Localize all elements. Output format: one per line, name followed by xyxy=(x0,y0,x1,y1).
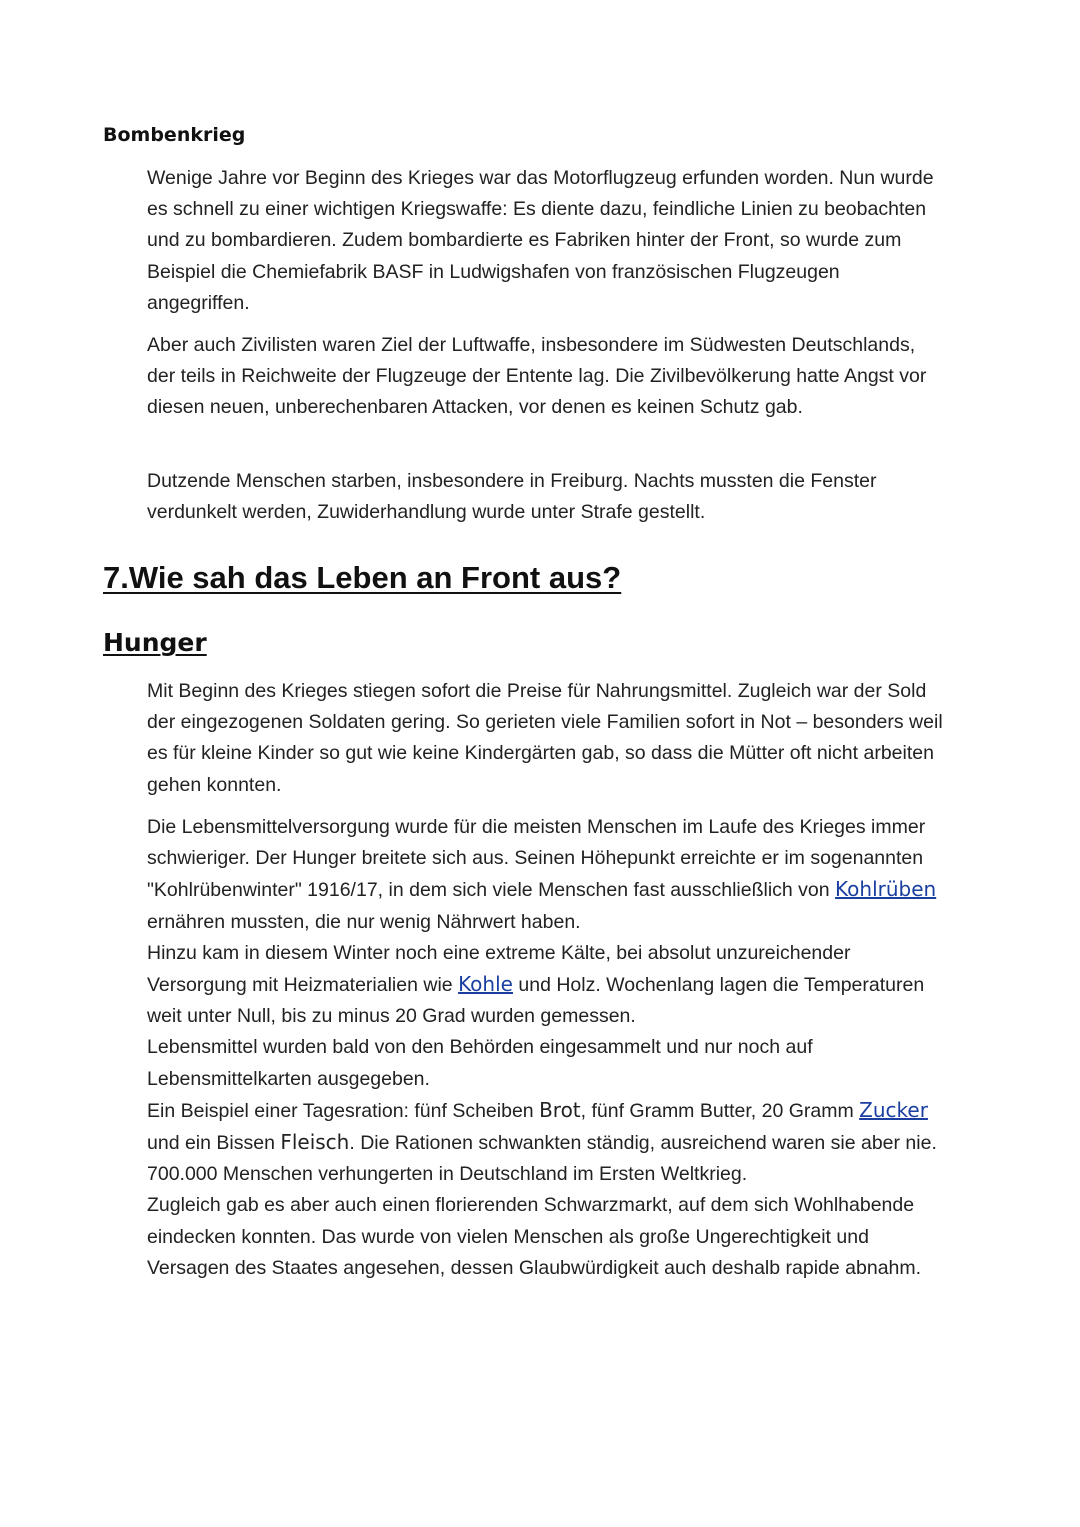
paragraph-hunger-2 xyxy=(147,812,947,1284)
text-segment: , fünf Gramm Butter, 20 Gramm xyxy=(580,1099,860,1122)
text-segment: ernähren mussten, die nur wenig Nährwert haben. xyxy=(147,910,581,933)
chapter-heading: 7.Wie sah das Leben an Front aus? xyxy=(103,560,622,595)
text-segment: Lebensmittel wurden bald von den Behörden eingesammelt und nur noch auf Lebensmittelkarten ausgegeben. xyxy=(147,1036,813,1090)
text-segment: und ein Bissen xyxy=(147,1132,281,1155)
word-brot: Brot xyxy=(539,1097,581,1122)
text-segment: Zugleich gab es aber auch einen florierenden Schwarzmarkt, auf dem sich Wohlhabende eindecken konnten. Das wurde von vielen Menschen als große Ungerechtigkeit und Versagen des Staates angesehen, dessen Glaubwürdigkeit auch deshalb rapide abnahm. xyxy=(147,1194,922,1279)
text-segment: Ein Beispiel einer Tagesration: fünf Scheiben xyxy=(147,1099,540,1122)
paragraph-bomb-2: Aber auch Zivilisten waren Ziel der Luftwaffe, insbesondere im Südwesten Deutschlands, der teils in Reichweite der Flugzeuge der Entente lag. Die Zivilbevölkerung hatte Angst vor diesen neuen, unberechenbaren Attacken, vor denen es keinen Schutz gab. xyxy=(147,334,927,419)
word-fleisch: Fleisch xyxy=(280,1130,350,1155)
text-segment: Hinzu kam in diesem Winter noch eine extreme Kälte, bei absolut unzureichender Versorgung mit Heizmaterialien wie xyxy=(147,941,851,997)
link-zucker[interactable]: Zucker xyxy=(859,1097,928,1122)
paragraph-hunger-1: Mit Beginn des Krieges stiegen sofort die Preise für Nahrungsmittel. Zugleich war der Sold der eingezogenen Soldaten gering. So gerieten viele Familien sofort in Not – besonders weil es für kleine Kinder so gut wie keine Kindergärten gab, so dass die Mütter oft nicht arbeiten gehen konnten. xyxy=(147,680,943,796)
paragraph-bomb-1: Wenige Jahre vor Beginn des Krieges war das Motorflugzeug erfunden worden. Nun wurde es schnell zu einer wichtigen Kriegswaffe: Es diente dazu, feindliche Linien zu beobachten und zu bombardieren. Zudem bombardierte es Fabriken hinter der Front, so wurde zum Beispiel die Chemiefabrik BASF in Ludwigshafen von französischen Flugzeugen angegriffen. xyxy=(147,167,934,314)
link-kohlrueben[interactable]: Kohlrüben xyxy=(835,877,937,902)
text-segment: Die Lebensmittelversorgung wurde für die meisten Menschen im Laufe des Krieges immer schwieriger. Der Hunger breitete sich aus. Seinen Höhepunkt erreichte er im sogenannten "Kohlrübenwinter" 1916/17, in dem sich viele Menschen fast ausschließlich von xyxy=(147,816,926,902)
subheading-bombenkrieg: Bombenkrieg xyxy=(103,124,246,146)
text-segment: . Die Rationen schwankten ständig, ausreichend waren sie aber nie. 700.000 Menschen verhungerten in Deutschland im Ersten Weltkrieg. xyxy=(147,1132,937,1186)
section-heading-hunger: Hunger xyxy=(103,628,207,657)
paragraph-bomb-3: Dutzende Menschen starben, insbesondere in Freiburg. Nachts mussten die Fenster verdunkelt werden, Zuwiderhandlung wurde unter Strafe gestellt. xyxy=(147,470,877,524)
link-kohle[interactable]: Kohle xyxy=(458,972,513,997)
text-segment: und Holz. Wochenlang lagen die Temperaturen weit unter Null, bis zu minus 20 Grad wurden gemessen. xyxy=(147,974,925,1028)
